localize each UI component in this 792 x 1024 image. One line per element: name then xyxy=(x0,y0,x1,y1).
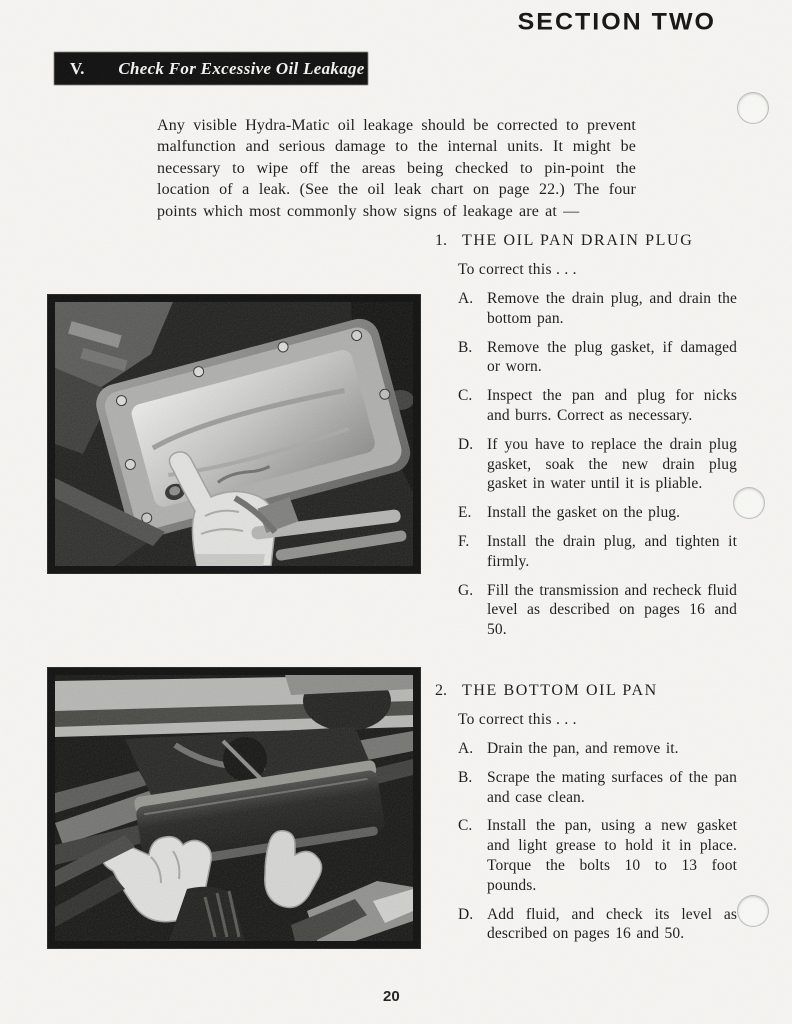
step-item xyxy=(458,768,737,808)
step-letter: C. xyxy=(458,817,473,835)
punch-hole-mark xyxy=(733,487,765,519)
punch-hole-mark xyxy=(737,92,769,124)
section-header: SECTION TWO xyxy=(517,8,716,36)
step-text: Install the pan, using a new gasket and light grease to hold it in place. Torque the bolts 10 to 13 foot pounds. xyxy=(487,817,737,894)
step-letter: D. xyxy=(458,435,474,453)
step-item xyxy=(458,435,737,494)
step-text: Remove the drain plug, and drain the bottom pan. xyxy=(487,290,737,327)
step-item xyxy=(458,581,737,640)
page-number: 20 xyxy=(383,988,400,1005)
step-item xyxy=(458,289,737,329)
photo-oil-pan-drain-plug-illustration xyxy=(55,302,413,566)
step-letter: B. xyxy=(458,338,473,356)
step-text: Scrape the mating surfaces of the pan and case clean. xyxy=(487,768,737,806)
chapter-title-bar xyxy=(55,53,367,84)
step-item xyxy=(458,532,737,572)
section-2-number: 2. xyxy=(435,682,447,699)
section-2-bottom-oil-pan xyxy=(435,681,737,944)
photo-bottom-oil-pan-removal xyxy=(48,668,420,948)
step-letter: E. xyxy=(458,504,472,522)
section-2-heading: THE BOTTOM OIL PAN xyxy=(462,682,658,699)
section-1-oil-pan-drain-plug xyxy=(435,231,737,640)
section-2-steps xyxy=(458,739,737,944)
step-item xyxy=(458,503,737,523)
step-letter: A. xyxy=(458,290,474,307)
section-1-number: 1. xyxy=(435,232,447,249)
step-letter: B. xyxy=(458,768,473,786)
step-letter: G. xyxy=(458,581,474,599)
step-text: Remove the plug gasket, if damaged or worn. xyxy=(487,338,737,376)
step-letter: D. xyxy=(458,905,474,923)
step-text: Drain the pan, and remove it. xyxy=(487,740,679,757)
step-item xyxy=(458,739,737,759)
section-1-steps xyxy=(458,289,737,640)
step-letter: C. xyxy=(458,387,473,405)
step-text: Inspect the pan and plug for nicks and burrs. Correct as necessary. xyxy=(487,387,737,424)
chapter-title: Check For Excessive Oil Leakage xyxy=(118,58,365,78)
punch-hole-mark xyxy=(737,895,769,927)
step-text: Add fluid, and check its level as described on pages 16 and 50. xyxy=(487,905,737,943)
intro-paragraph: Any visible Hydra-Matic oil leakage should be corrected to prevent malfunction and serious damage to the internal units. It might be necessary to wipe off the areas being checked to pin-point the location of a leak. (See the oil leak chart on page 22.) The four points which most commonly show signs of leakage are at — xyxy=(157,117,636,220)
step-letter: A. xyxy=(458,740,474,757)
step-text: If you have to replace the drain plug gasket, soak the new drain plug gasket in water until it is pliable. xyxy=(487,435,737,493)
photo-bottom-oil-pan-illustration xyxy=(55,675,413,941)
section-1-lead: To correct this . . . xyxy=(458,261,577,278)
section-1-heading: THE OIL PAN DRAIN PLUG xyxy=(462,232,694,249)
step-item xyxy=(458,816,737,895)
photo-oil-pan-drain-plug xyxy=(48,295,420,573)
section-2-lead: To correct this . . . xyxy=(458,711,577,728)
step-item xyxy=(458,386,737,426)
step-item xyxy=(458,905,737,945)
step-text: Fill the transmission and recheck fluid level as described on pages 16 and 50. xyxy=(487,581,737,639)
step-text: Install the gasket on the plug. xyxy=(487,504,681,522)
step-letter: F. xyxy=(458,532,470,550)
chapter-numeral: V. xyxy=(70,58,85,78)
step-item xyxy=(458,338,737,378)
step-text: Install the drain plug, and tighten it firmly. xyxy=(487,532,737,570)
